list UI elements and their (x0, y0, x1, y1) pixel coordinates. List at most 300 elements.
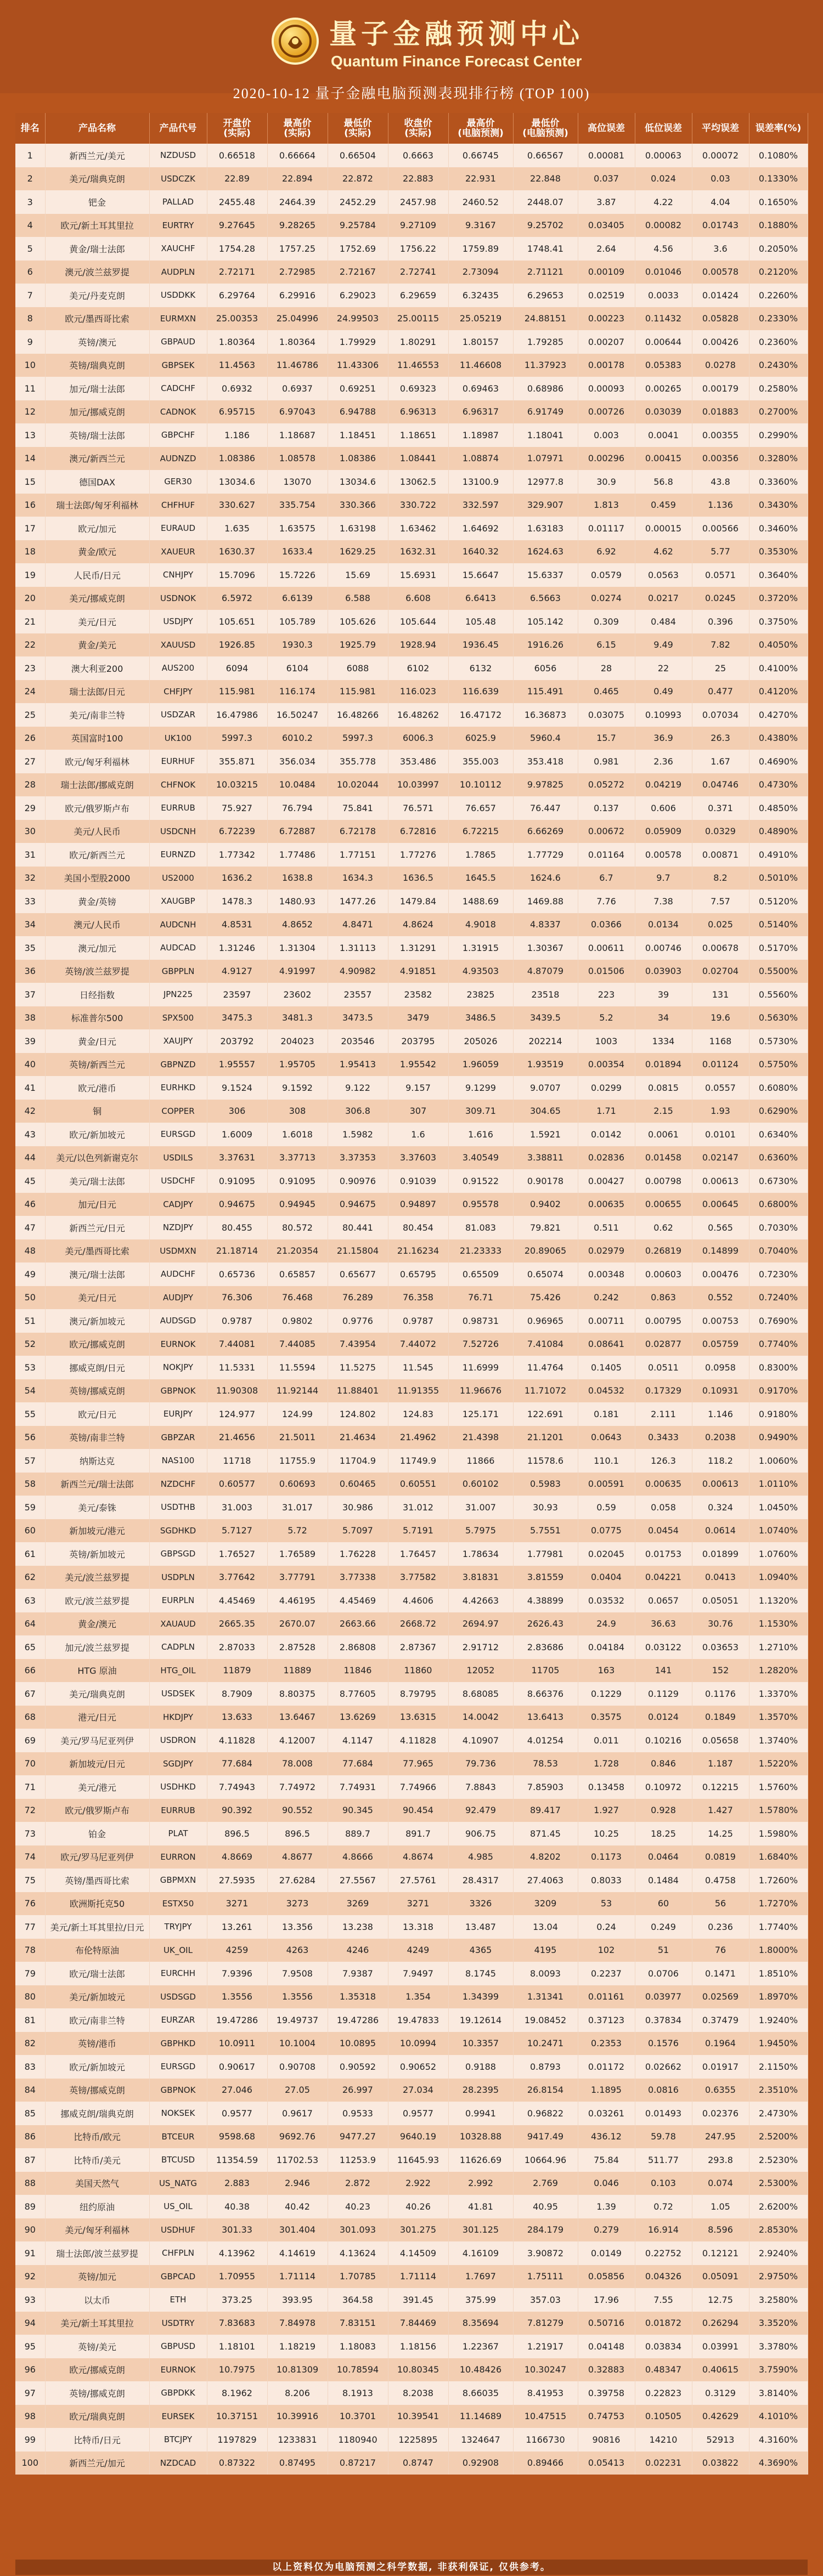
value-cell: 10328.88 (448, 2125, 513, 2149)
value-cell: 0.37123 (578, 2008, 635, 2032)
value-cell: 0.1080% (749, 144, 808, 167)
product-name-cell: 黄金/英镑 (45, 890, 149, 913)
value-cell: 4.62 (635, 540, 692, 564)
value-cell: 3.87 (578, 190, 635, 214)
value-cell: 1925.79 (328, 633, 388, 657)
value-cell: 1.0450% (749, 1496, 808, 1519)
value-cell: 11.5594 (267, 1356, 328, 1379)
value-cell: 22.872 (328, 167, 388, 191)
table-row (15, 703, 808, 727)
value-cell: 12977.8 (513, 470, 578, 494)
value-cell: 5.7551 (513, 1519, 578, 1543)
value-cell: 4.1010% (749, 2405, 808, 2428)
table-row (15, 1542, 808, 1566)
value-cell: 0.65677 (328, 1262, 388, 1286)
value-cell: 1.31113 (328, 936, 388, 960)
value-cell: 1.18083 (328, 2335, 388, 2358)
table-row (15, 494, 808, 517)
rank-cell: 60 (15, 1519, 45, 1543)
product-code-cell: AUDCHF (149, 1262, 207, 1286)
product-name-cell: 美元/日元 (45, 610, 149, 633)
value-cell: 1.39 (578, 2195, 635, 2218)
value-cell: 10.0484 (267, 773, 328, 797)
value-cell: 1.18219 (267, 2335, 328, 2358)
value-cell: 4.8677 (267, 1845, 328, 1869)
value-cell: 0.00753 (692, 1309, 749, 1333)
value-cell: 0.04219 (635, 773, 692, 797)
value-cell: 28.2395 (448, 2079, 513, 2102)
rank-cell: 5 (15, 237, 45, 261)
product-name-cell: 布伦特原油 (45, 1939, 149, 1962)
rank-cell: 43 (15, 1123, 45, 1146)
rank-cell: 1 (15, 144, 45, 167)
value-cell: 1.77729 (513, 843, 578, 867)
value-cell: 0.12215 (692, 1775, 749, 1799)
value-cell: 9.1299 (448, 1076, 513, 1100)
value-cell: 2.922 (388, 2172, 448, 2195)
table-row (15, 237, 808, 261)
product-name-cell: 港元/日元 (45, 1706, 149, 1729)
value-cell: 0.62 (635, 1216, 692, 1239)
value-cell: 0.05658 (692, 1729, 749, 1752)
value-cell: 896.5 (267, 1822, 328, 1845)
value-cell: 0.6355 (692, 2079, 749, 2102)
value-cell: 4.8471 (328, 913, 388, 937)
value-cell: 0.0278 (692, 354, 749, 377)
value-cell: 13.6269 (328, 1706, 388, 1729)
rank-cell: 51 (15, 1309, 45, 1333)
column-header-label: (电脑预测) (522, 128, 568, 139)
value-cell: 0.00178 (578, 354, 635, 377)
value-cell: 1636.5 (388, 867, 448, 890)
value-cell: 40.95 (513, 2195, 578, 2218)
value-cell: 30.93 (513, 1496, 578, 1519)
value-cell: 3.81559 (513, 1566, 578, 1589)
product-code-cell: CADPLN (149, 1635, 207, 1659)
column-header-label: (实际) (284, 128, 311, 139)
product-code-cell: EURZAR (149, 2008, 207, 2032)
value-cell: 0.05051 (692, 1589, 749, 1612)
product-code-cell: GER30 (149, 470, 207, 494)
value-cell: 0.05856 (578, 2265, 635, 2289)
value-cell: 13070 (267, 470, 328, 494)
value-cell: 25.04996 (267, 307, 328, 331)
value-cell: 0.0041 (635, 423, 692, 447)
product-name-cell: 美元/南非兰特 (45, 703, 149, 727)
value-cell: 6006.3 (388, 727, 448, 750)
value-cell: 5.7975 (448, 1519, 513, 1543)
product-name-cell: 欧元/瑞典克朗 (45, 2405, 149, 2428)
value-cell: 0.42629 (692, 2405, 749, 2428)
column-header-label: 产品名称 (78, 123, 116, 134)
value-cell: 21.23333 (448, 1239, 513, 1263)
value-cell: 3.77338 (328, 1566, 388, 1589)
value-cell: 1.79929 (328, 330, 388, 354)
product-name-cell: 钯金 (45, 190, 149, 214)
product-name-cell: 英镑/新西兰元 (45, 1053, 149, 1077)
value-cell: 0.00427 (578, 1169, 635, 1193)
value-cell: 7.52726 (448, 1333, 513, 1356)
table-row (15, 400, 808, 424)
value-cell: 0.00566 (692, 517, 749, 540)
value-cell: 0.465 (578, 680, 635, 704)
value-cell: 80.441 (328, 1216, 388, 1239)
rank-cell: 72 (15, 1799, 45, 1822)
rank-cell: 38 (15, 1006, 45, 1030)
value-cell: 9598.68 (207, 2125, 267, 2149)
value-cell: 0.60577 (207, 1473, 267, 1496)
table-row (15, 1262, 808, 1286)
value-cell: 0.87217 (328, 2452, 388, 2475)
product-code-cell: CADNOK (149, 400, 207, 424)
rank-cell: 15 (15, 470, 45, 494)
value-cell: 105.789 (267, 610, 328, 633)
value-cell: 1166730 (513, 2428, 578, 2452)
rank-cell: 97 (15, 2381, 45, 2405)
value-cell: 6.95715 (207, 400, 267, 424)
value-cell: 0.65509 (448, 1262, 513, 1286)
value-cell: 4.22 (635, 190, 692, 214)
product-name-cell: 英镑/澳元 (45, 330, 149, 354)
value-cell: 7.44085 (267, 1333, 328, 1356)
product-code-cell: UK_OIL (149, 1939, 207, 1962)
product-name-cell: 英镑/加元 (45, 2265, 149, 2289)
value-cell: 6.72178 (328, 820, 388, 843)
value-cell: 0.02569 (692, 1985, 749, 2009)
value-cell: 0.0299 (578, 1076, 635, 1100)
product-code-cell: EURJPY (149, 1402, 207, 1426)
value-cell: 10.0895 (328, 2032, 388, 2056)
value-cell: 0.1229 (578, 1682, 635, 1706)
value-cell: 5.7191 (388, 1519, 448, 1543)
value-cell: 0.552 (692, 1286, 749, 1310)
column-header-label: 开盘价 (223, 118, 251, 129)
table-row (15, 727, 808, 750)
table-row (15, 1635, 808, 1659)
value-cell: 3.7590% (749, 2358, 808, 2382)
value-cell: 6088 (328, 656, 388, 680)
value-cell: 0.484 (635, 610, 692, 633)
column-header (749, 113, 808, 144)
value-cell: 7.74931 (328, 1775, 388, 1799)
product-name-cell: 欧元/波兰兹罗提 (45, 1589, 149, 1612)
value-cell: 15.7 (578, 727, 635, 750)
value-cell: 15.7226 (267, 563, 328, 587)
value-cell: 301.404 (267, 2218, 328, 2242)
value-cell: 9417.49 (513, 2125, 578, 2149)
table-row (15, 1216, 808, 1239)
value-cell: 0.0061 (635, 1123, 692, 1146)
value-cell: 4.56 (635, 237, 692, 261)
product-name-cell: 瑞士法郎/匈牙利福林 (45, 494, 149, 517)
value-cell: 0.6932 (207, 377, 267, 400)
value-cell: 2.87528 (267, 1635, 328, 1659)
value-cell: 6.72816 (388, 820, 448, 843)
product-name-cell: 新西兰元/日元 (45, 1216, 149, 1239)
value-cell: 1.80364 (267, 330, 328, 354)
rank-cell: 71 (15, 1775, 45, 1799)
value-cell: 19.12614 (448, 2008, 513, 2032)
value-cell: 4.8624 (388, 913, 448, 937)
value-cell: 0.03 (692, 167, 749, 191)
value-cell: 13.6413 (513, 1706, 578, 1729)
value-cell: 1479.84 (388, 890, 448, 913)
value-cell: 1.728 (578, 1752, 635, 1776)
product-name-cell: 欧元/挪威克朗 (45, 2358, 149, 2382)
product-name-cell: 英镑/挪威克朗 (45, 2381, 149, 2405)
rank-cell: 9 (15, 330, 45, 354)
rank-cell: 52 (15, 1333, 45, 1356)
table-row (15, 354, 808, 377)
value-cell: 10.37151 (207, 2405, 267, 2428)
rank-cell: 56 (15, 1426, 45, 1450)
value-cell: 301.33 (207, 2218, 267, 2242)
value-cell: 75.927 (207, 796, 267, 820)
brand-name-cn: 量子金融预测中心 (329, 18, 584, 50)
value-cell: 1.0060% (749, 1449, 808, 1473)
rank-cell: 10 (15, 354, 45, 377)
value-cell: 375.99 (448, 2288, 513, 2312)
value-cell: 0.0366 (578, 913, 635, 937)
value-cell: 0.4758 (692, 1869, 749, 1892)
value-cell: 7.74966 (388, 1775, 448, 1799)
product-code-cell: XAUJPY (149, 1029, 207, 1053)
value-cell: 0.01164 (578, 843, 635, 867)
value-cell: 2.872 (328, 2172, 388, 2195)
rank-cell: 99 (15, 2428, 45, 2452)
product-code-cell: GBPNZD (149, 1053, 207, 1077)
value-cell: 0.6663 (388, 144, 448, 167)
value-cell: 6.66269 (513, 820, 578, 843)
value-cell: 0.2353 (578, 2032, 635, 2056)
value-cell: 1636.2 (207, 867, 267, 890)
value-cell: 0.00678 (692, 936, 749, 960)
value-cell: 11889 (267, 1659, 328, 1683)
product-name-cell: 美元/泰铢 (45, 1496, 149, 1519)
value-cell: 0.10993 (635, 703, 692, 727)
value-cell: 0.5560% (749, 983, 808, 1006)
value-cell: 7.44072 (388, 1333, 448, 1356)
rank-cell: 17 (15, 517, 45, 540)
table-row (15, 1706, 808, 1729)
value-cell: 6.96317 (448, 400, 513, 424)
value-cell: 1.63198 (328, 517, 388, 540)
value-cell: 10.3701 (328, 2405, 388, 2428)
value-cell: 4.1147 (328, 1729, 388, 1752)
rank-cell: 65 (15, 1635, 45, 1659)
value-cell: 3209 (513, 1892, 578, 1916)
value-cell: 13.6315 (388, 1706, 448, 1729)
value-cell: 0.94897 (388, 1193, 448, 1216)
value-cell: 0.02877 (635, 1333, 692, 1356)
product-code-cell: AUDSGD (149, 1309, 207, 1333)
value-cell: 6.7 (578, 867, 635, 890)
value-cell: 0.3530% (749, 540, 808, 564)
product-code-cell: GBPNOK (149, 2079, 207, 2102)
value-cell: 0.0033 (635, 284, 692, 307)
product-name-cell: 瑞士法郎/波兰兹罗提 (45, 2241, 149, 2265)
value-cell: 41.81 (448, 2195, 513, 2218)
value-cell: 2.72171 (207, 261, 267, 284)
value-cell: 11.5331 (207, 1356, 267, 1379)
value-cell: 4263 (267, 1939, 328, 1962)
table-row (15, 2452, 808, 2475)
value-cell: 0.00655 (635, 1193, 692, 1216)
product-name-cell: 黄金/欧元 (45, 540, 149, 564)
value-cell: 0.074 (692, 2172, 749, 2195)
product-name-cell: 比特币/美元 (45, 2148, 149, 2172)
value-cell: 12.75 (692, 2288, 749, 2312)
value-cell: 0.00672 (578, 820, 635, 843)
value-cell: 4.45469 (328, 1589, 388, 1612)
product-name-cell: 欧元/新土耳其里拉 (45, 214, 149, 237)
value-cell: 0.00611 (578, 936, 635, 960)
value-cell: 355.778 (328, 750, 388, 773)
value-cell: 9.0707 (513, 1076, 578, 1100)
value-cell: 0.32883 (578, 2358, 635, 2382)
value-cell: 3.77791 (267, 1566, 328, 1589)
value-cell: 0.0706 (635, 1962, 692, 1985)
product-code-cell: SGDHKD (149, 1519, 207, 1543)
value-cell: 30.986 (328, 1496, 388, 1519)
value-cell: 7.41084 (513, 1333, 578, 1356)
value-cell: 80.454 (388, 1216, 448, 1239)
column-header (578, 113, 635, 144)
value-cell: 0.01424 (692, 284, 749, 307)
product-code-cell: NAS100 (149, 1449, 207, 1473)
value-cell: 0.1964 (692, 2032, 749, 2056)
product-name-cell: 黄金/澳元 (45, 1612, 149, 1636)
value-cell: 0.5730% (749, 1029, 808, 1053)
rank-cell: 27 (15, 750, 45, 773)
value-cell: 124.977 (207, 1402, 267, 1426)
product-code-cell: USDSGD (149, 1985, 207, 2009)
value-cell: 1640.32 (448, 540, 513, 564)
value-cell: 6094 (207, 656, 267, 680)
value-cell: 11846 (328, 1659, 388, 1683)
value-cell: 7.8843 (448, 1775, 513, 1799)
value-cell: 0.037 (578, 167, 635, 191)
product-code-cell: PLAT (149, 1822, 207, 1845)
value-cell: 1.1320% (749, 1589, 808, 1612)
value-cell: 0.011 (578, 1729, 635, 1752)
value-cell: 10.1004 (267, 2032, 328, 2056)
rank-cell: 46 (15, 1193, 45, 1216)
value-cell: 0.606 (635, 796, 692, 820)
value-cell: 19.08452 (513, 2008, 578, 2032)
rank-cell: 78 (15, 1939, 45, 1962)
product-name-cell: 欧元/匈牙利福林 (45, 750, 149, 773)
value-cell: 355.871 (207, 750, 267, 773)
value-cell: 52913 (692, 2428, 749, 2452)
value-cell: 3273 (267, 1892, 328, 1916)
value-cell: 0.00798 (635, 1169, 692, 1193)
value-cell: 0.03532 (578, 1589, 635, 1612)
value-cell: 0.9533 (328, 2102, 388, 2125)
value-cell: 31.007 (448, 1496, 513, 1519)
value-cell: 3479 (388, 1006, 448, 1030)
column-header (388, 113, 448, 144)
value-cell: 2460.52 (448, 190, 513, 214)
rank-cell: 20 (15, 587, 45, 610)
value-cell: 0.00591 (578, 1473, 635, 1496)
product-code-cell: TRYJPY (149, 1915, 207, 1939)
table-row (15, 1659, 808, 1683)
value-cell: 11.96676 (448, 1379, 513, 1403)
product-name-cell: 英镑/瑞士法郎 (45, 423, 149, 447)
product-code-cell: GBPCHF (149, 423, 207, 447)
value-cell: 89.417 (513, 1799, 578, 1822)
value-cell: 4.46195 (267, 1589, 328, 1612)
value-cell: 0.459 (635, 494, 692, 517)
rank-cell: 37 (15, 983, 45, 1006)
value-cell: 0.3433 (635, 1426, 692, 1450)
value-cell: 0.12121 (692, 2241, 749, 2265)
product-code-cell: NZDCAD (149, 2452, 207, 2475)
value-cell: 0.02836 (578, 1146, 635, 1170)
product-name-cell: 欧元/俄罗斯卢布 (45, 1799, 149, 1822)
value-cell: 11.91355 (388, 1379, 448, 1403)
value-cell: 0.0614 (692, 1519, 749, 1543)
value-cell: 2452.29 (328, 190, 388, 214)
value-cell: 0.90708 (267, 2055, 328, 2079)
value-cell: 1469.88 (513, 890, 578, 913)
table-row (15, 1845, 808, 1869)
rank-cell: 85 (15, 2102, 45, 2125)
table-row (15, 820, 808, 843)
product-code-cell: ETH (149, 2288, 207, 2312)
logo-icon (272, 18, 319, 65)
product-code-cell: HKDJPY (149, 1706, 207, 1729)
table-row (15, 1029, 808, 1053)
value-cell: 1624.63 (513, 540, 578, 564)
rank-cell: 19 (15, 563, 45, 587)
product-code-cell: AUS200 (149, 656, 207, 680)
value-cell: 0.00063 (635, 144, 692, 167)
value-cell: 1.67 (692, 750, 749, 773)
value-cell: 24.9 (578, 1612, 635, 1636)
product-name-cell: 美元/新加坡元 (45, 1985, 149, 2009)
value-cell: 3326 (448, 1892, 513, 1916)
value-cell: 511.77 (635, 2148, 692, 2172)
product-code-cell: AUDJPY (149, 1286, 207, 1310)
value-cell: 1324647 (448, 2428, 513, 2452)
value-cell: 9640.19 (388, 2125, 448, 2149)
value-cell: 23597 (207, 983, 267, 1006)
value-cell: 76 (692, 1939, 749, 1962)
value-cell: 332.597 (448, 494, 513, 517)
product-code-cell: EURNZD (149, 843, 207, 867)
value-cell: 21.5011 (267, 1426, 328, 1450)
value-cell: 0.00081 (578, 144, 635, 167)
value-cell: 0.8747 (388, 2452, 448, 2475)
product-name-cell: 美元/波兰兹罗提 (45, 1566, 149, 1589)
value-cell: 1.8970% (749, 1985, 808, 2009)
table-row (15, 2241, 808, 2265)
value-cell: 204023 (267, 1029, 328, 1053)
value-cell: 3439.5 (513, 1006, 578, 1030)
value-cell: 1757.25 (267, 237, 328, 261)
value-cell: 0.01899 (692, 1542, 749, 1566)
rank-cell: 75 (15, 1869, 45, 1892)
value-cell: 1.6018 (267, 1123, 328, 1146)
column-header (692, 113, 749, 144)
value-cell: 1752.69 (328, 237, 388, 261)
value-cell: 1.08578 (267, 447, 328, 471)
value-cell: 1.79285 (513, 330, 578, 354)
value-cell: 3.37603 (388, 1146, 448, 1170)
value-cell: 0.00093 (578, 377, 635, 400)
